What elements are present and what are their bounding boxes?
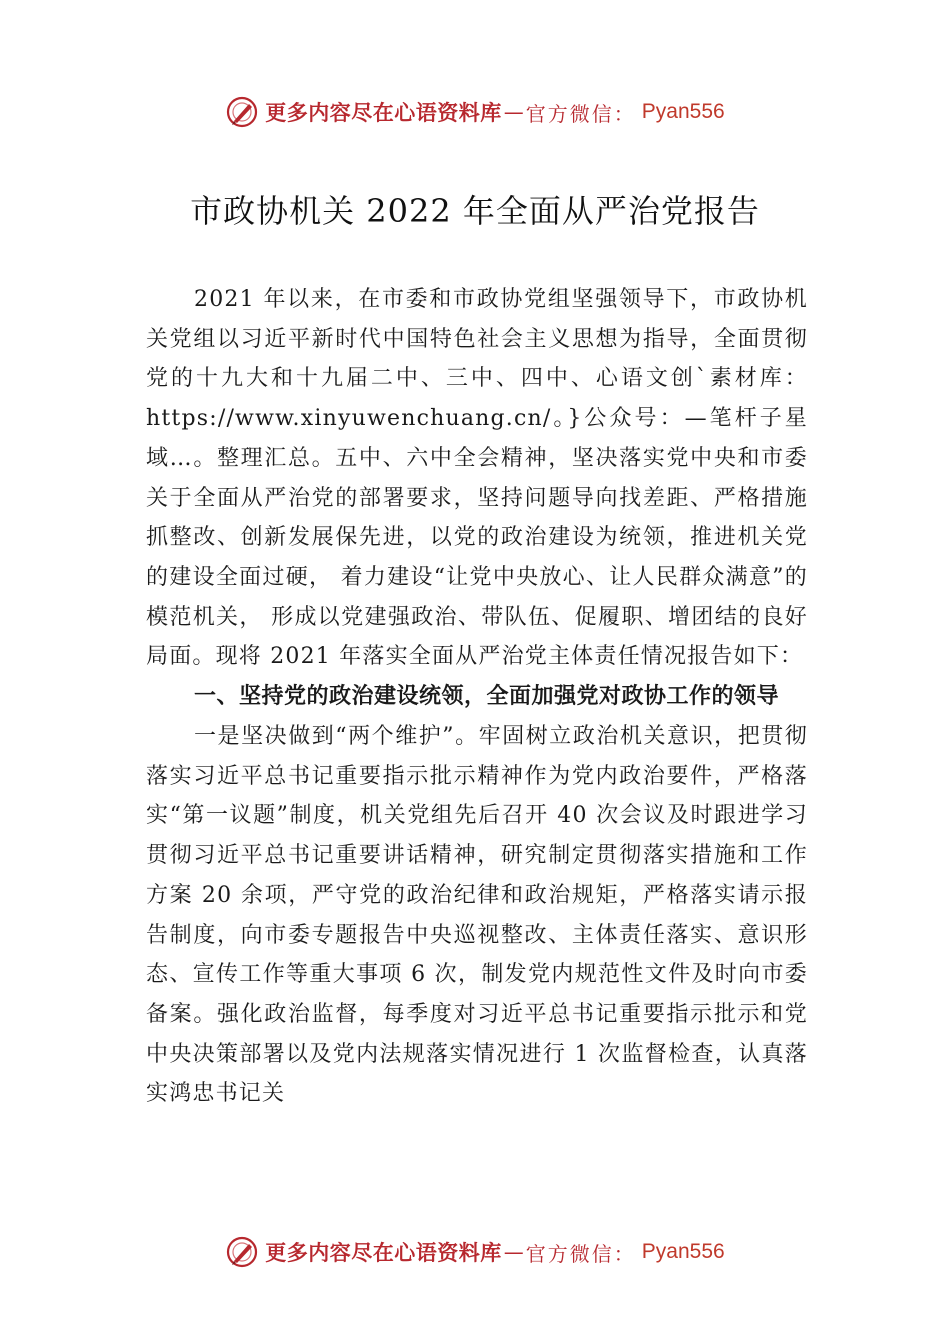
banner-wechat-id: Pyan556 (641, 100, 725, 123)
banner-separator: — (503, 1240, 524, 1264)
header-banner (0, 92, 950, 132)
intro-paragraph: 2021 年以来，在市委和市政协党组坚强领导下，市政协机关党组以习近平新时代中国特色社会主义思想为指导，全面贯彻党的十九大和十九届二中、三中、四中、心语文创`素材库：https://www.xinyuwenchuang.cn/。}公众号：—笔杆子星域…。整理汇总。五中、六中全会精神，坚决落实党中央和市委关于全面从严治党的部署要求，坚持问题导向找差距、严格措施抓整改、创新发展保先进，以党的政治建设为统领，推进机关党的建设全面过硬， 着力建设“让党中央放心、让人民群众满意”的模范机关， 形成以党建强政治、带队伍、促履职、增团结的良好局面。现将 2021 年落实全面从严治党主体责任情况报告如下： (146, 287, 808, 670)
document-body (146, 280, 808, 1114)
pen-seal-logo-icon (225, 95, 259, 129)
banner-separator: — (503, 100, 524, 124)
document-title: 市政协机关 2022 年全面从严治党报告 (190, 192, 760, 230)
banner-wechat-label: 官方微信： (525, 101, 636, 126)
section-heading: 一、坚持党的政治建设统领，全面加强党对政协工作的领导 (194, 684, 780, 710)
section-paragraph: 一是坚决做到“两个维护”。牢固树立政治机关意识，把贯彻落实习近平总书记重要指示批示精神作为党内政治要件，严格落实“第一议题”制度，机关党组先后召开 40 次会议及时跟进学习贯彻习近平总书记重要讲话精神，研究制定贯彻落实措施和工作方案 20 余项，严守党的政治纪律和政治规矩，严格落实请示报告制度，向市委专题报告中央巡视整改、主体责任落实、意识形态、宣传工作等重大事项 6 次，制发党内规范性文件及时向市委备案。强化政治监督，每季度对习近平总书记重要指示批示和党中央决策部署以及党内法规落实情况进行 1 次监督检查，认真落实鸿忠书记关 (146, 724, 808, 1107)
banner-wechat-id: Pyan556 (641, 1240, 725, 1263)
banner-slogan: 更多内容尽在心语资料库 (265, 1240, 502, 1265)
footer-banner (0, 1232, 950, 1272)
banner-slogan: 更多内容尽在心语资料库 (265, 100, 502, 125)
banner-wechat-label: 官方微信： (525, 1241, 636, 1266)
pen-seal-logo-icon (225, 1235, 259, 1269)
